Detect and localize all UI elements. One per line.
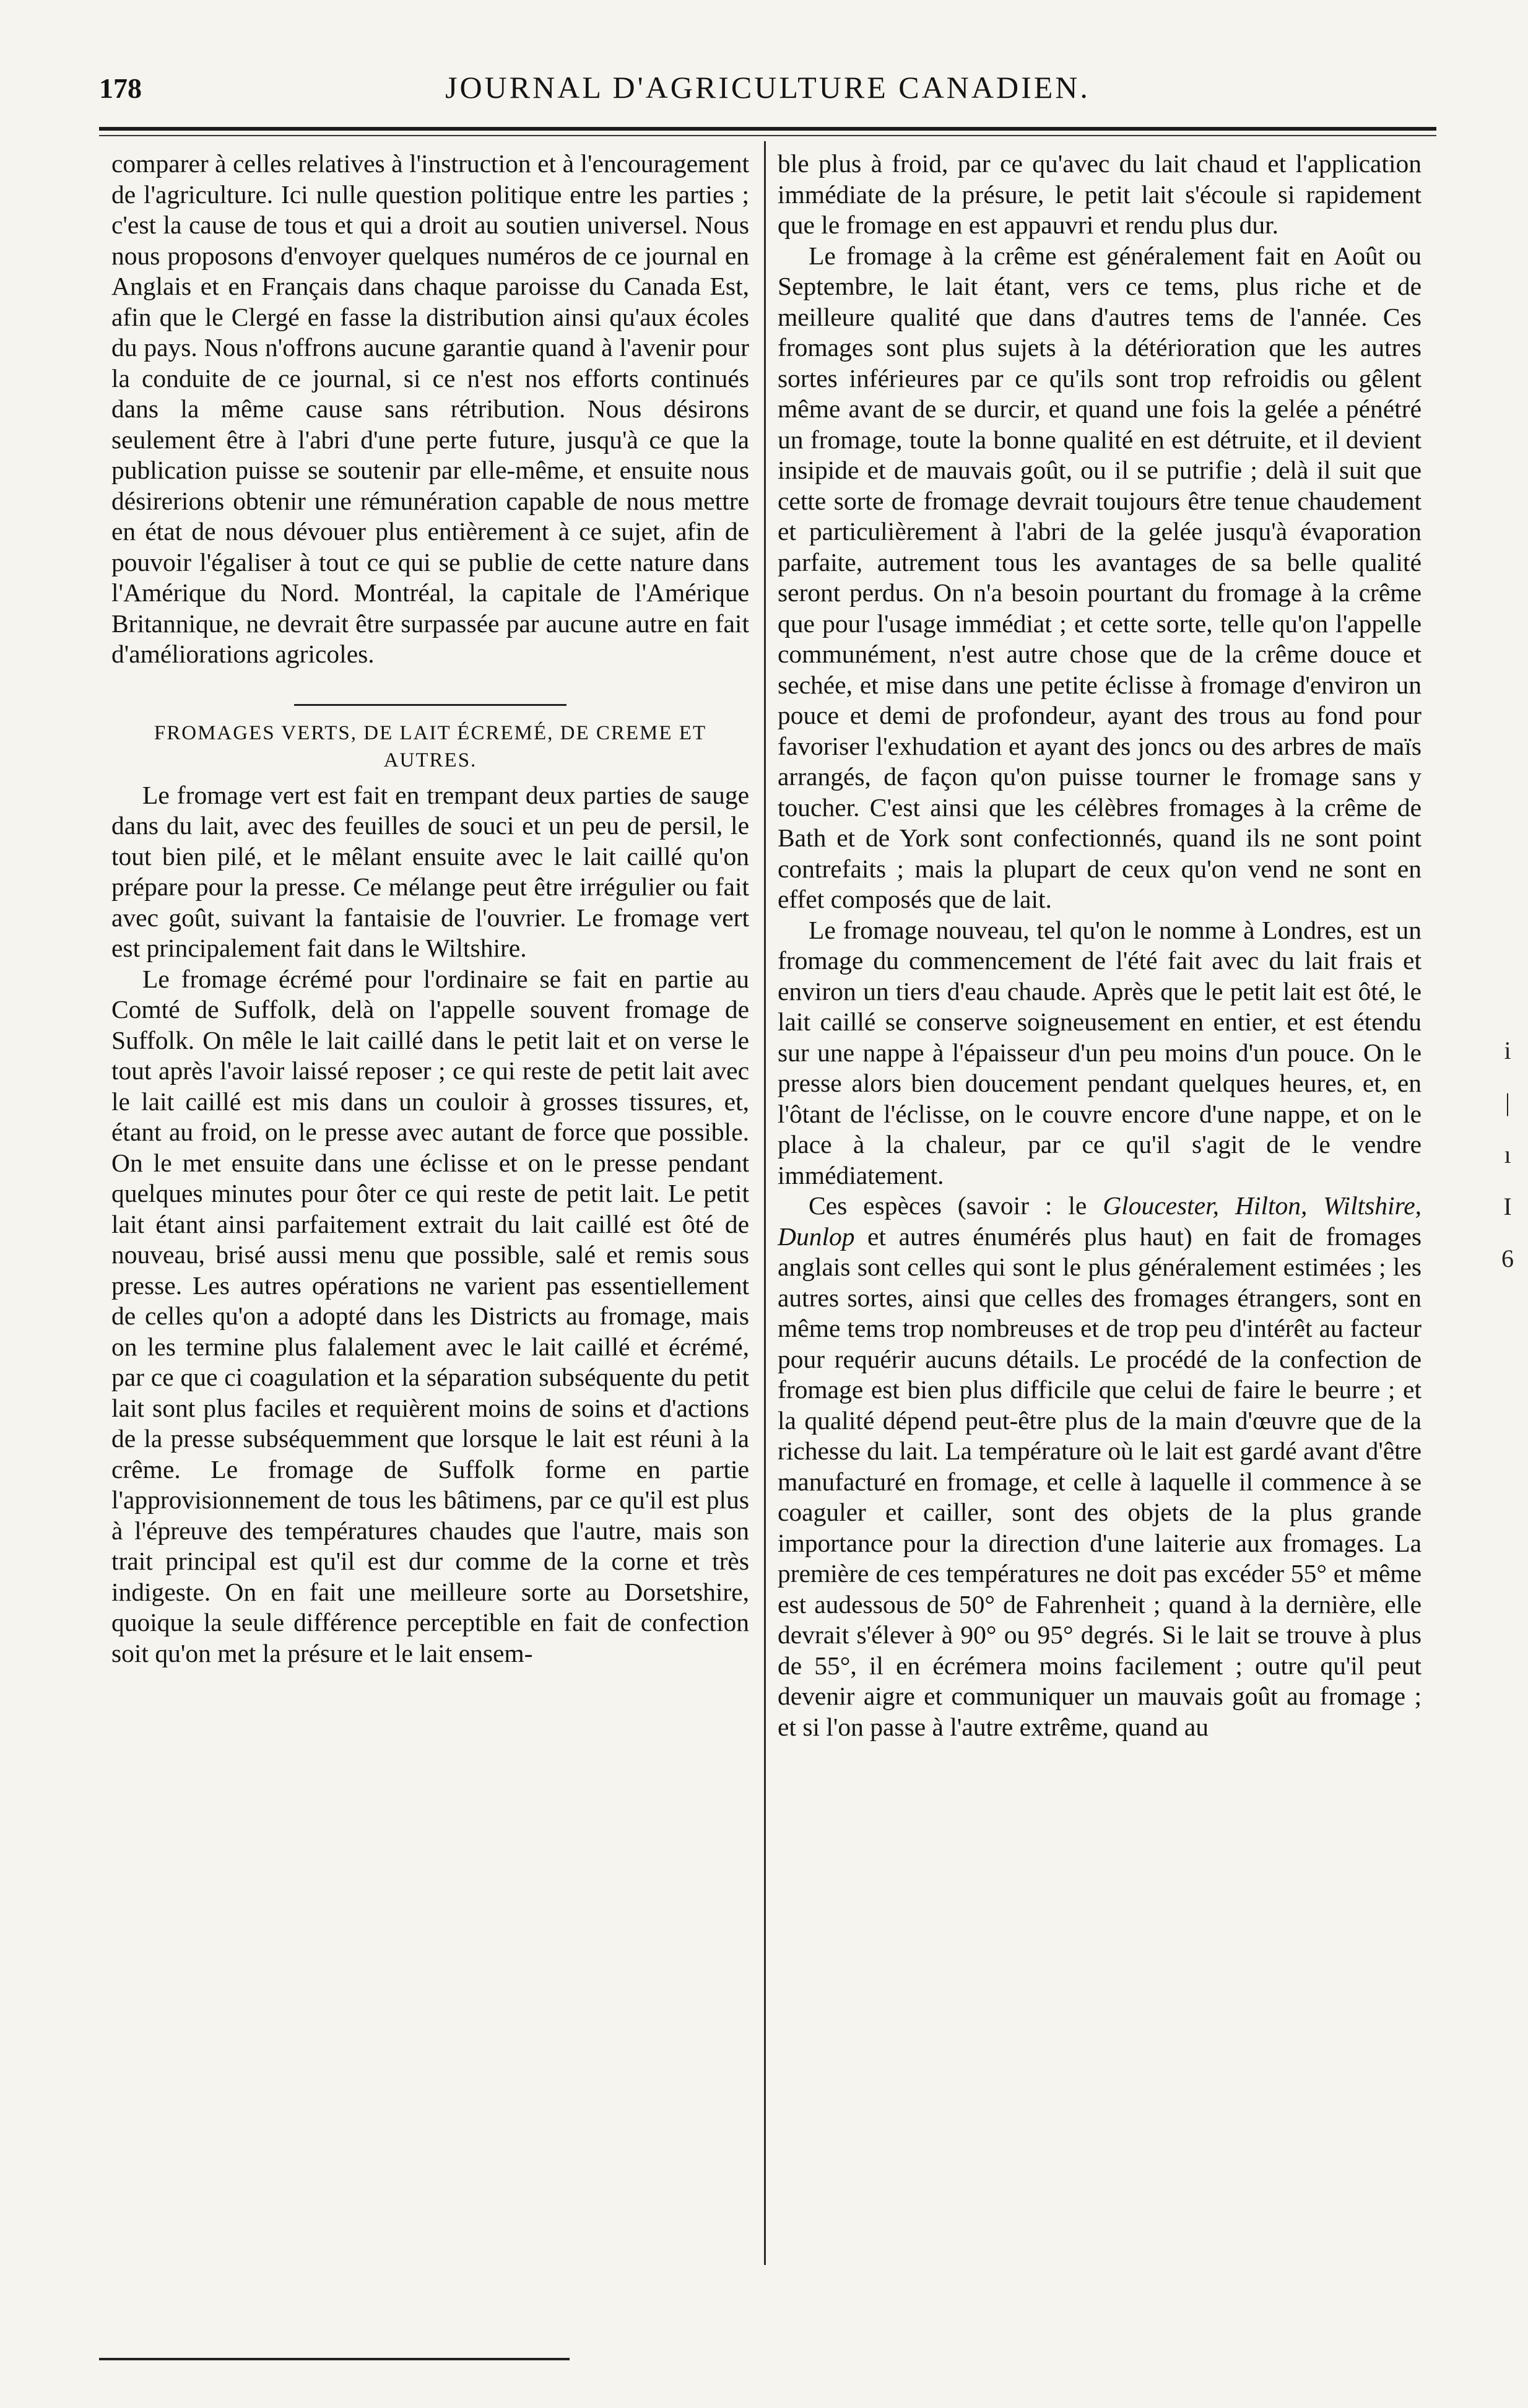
right-paragraph-2: Le fromage à la crême est généralement fait en Août ou Septembre, le lait étant, vers ce tems, plus riche et de meilleure qualité que dans d'autres tems de l'année. Ces fromages sont plus sujets à la détérioration que les autres sortes inférieures par ce qu'ils sont trop refroidis ou gêlent même avant de se durcir, et quand une fois la gelée a pénétré un fromage, toute la bonne qualité en est détruite, et il devient insipide et de mauvais goût, ou il se putrifie ; delà il suit que cette sorte de fromage devrait toujours être tenue chaudement et particulièrement à l'abri de la gelée jusqu'à évaporation parfaite, autrement tous les avantages de sa belle qualité seront perdus. On n'a besoin pourtant du fromage à la crême que pour l'usage immédiat ; et cette sorte, telle qu'on l'appelle communément, n'est autre chose que de la crême douce et sechée, et mise dans une petite éclisse à fromage d'environ un pouce et demi de profondeur, ayant des trous au fond pour favoriser l'exhudation et ayant des joncs ou des arbres de maïs arrangés, de façon qu'on puisse tourner le fromage sans y toucher. C'est ainsi que les célèbres fromages à la crême de Bath et de York sont confectionnés, quand ils ne sont point contrefaits ; mais la plupart de ceux qu'on vend ne sont en effet composés que de lait.: [778, 241, 1422, 913]
right-paragraph-1: ble plus à froid, par ce qu'avec du lait chaud et l'application immédiate de la présure, le petit lait s'écoule si rapidement que le fromage en est appauvri et rendu plus dur.: [778, 149, 1422, 239]
margin-mark: I: [1503, 1193, 1512, 1220]
header-rule-thin: [99, 135, 1436, 136]
footer-rule: [99, 2358, 570, 2360]
left-paragraph-1: comparer à celles relatives à l'instruction et à l'encouragement de l'agriculture. Ici nulle question politique entre les parties ; c'est la cause de tous et qui a droit au soutien universel. Nous nous proposons d'envoyer quelques numéros de ce journal en Anglais et en Français dans chaque paroisse du Canada Est, afin que le Clergé en fasse la distribution ainsi qu'aux écoles du pays. Nous n'offrons aucune garantie quand à l'avenir pour la conduite de ce journal, si ce n'est nos efforts continués dans la même cause sans rétribution. Nous désirons seulement être à l'abri d'une perte future, jusqu'à ce que la publication puisse se soutenir par elle-même, et ensuite nous désirerions obtenir une rémunération capable de nous mettre en état de nous dévouer plus entièrement à ce sujet, afin de pouvoir l'égaliser à tout ce qui se publie de cette nature dans l'Amérique du Nord. Montréal, la capitale de l'Amérique Britannique, ne devrait être surpassée par aucune autre en fait d'améliorations agricoles.: [111, 149, 749, 668]
left-paragraph-3: Le fromage écrémé pour l'ordinaire se fait en partie au Comté de Suffolk, delà on l'appelle souvent fromage de Suffolk. On mêle le lait caillé dans le petit lait et on verse le tout après l'avoir laissé reposer ; ce qui reste de petit lait avec le lait caillé est mis dans un couloir à grosses tissures, et, étant au froid, on le presse avec autant de force que possible. On le met ensuite dans une éclisse et on le presse pendant quelques minutes pour ôter ce qui reste de petit lait. Le petit lait étant ainsi parfaitement extrait du lait caillé est ôté de nouveau, brisé aussi menu que possible, salé et remis sous presse. Les autres opérations ne varient pas essentiellement de celles qu'on a adopté dans les Districts au fromage, mais on les termine plus falalement avec le lait caillé et écrémé, par ce que ci coagulation et la séparation subséquente du petit lait sont plus faciles et requièrent moins de soins et d'actions de la presse subséquemment que lorsque le lait est réuni à la crême. Le fromage de Suffolk forme en partie l'approvisionnement de tous les bâtimens, par ce qu'il est plus à l'épreuve des températures chaudes que l'autre, mais son trait principal est qu'il est dur comme de la corne et très indigeste. On en fait une meilleure sorte au Dorsetshire, quoique la seule différence perceptible en fait de confection soit qu'on met la présure et le lait ensem-: [111, 964, 749, 1667]
margin-mark: 6: [1501, 1245, 1514, 1272]
section-title: FROMAGES VERTS, DE LAIT ÉCREMÉ, DE CREME ET AUTRES.: [154, 721, 707, 772]
page-header: [99, 67, 1436, 116]
right-column: [778, 149, 1422, 1742]
margin-marks: [1498, 1025, 1517, 1285]
left-column: [111, 149, 749, 1669]
margin-mark: i: [1504, 1037, 1511, 1064]
cheese-names: Gloucester, Hilton, Wiltshire, Dunlop: [778, 1191, 1422, 1251]
para4-rest: et autres énumérés plus haut) en fait de fromages anglais sont celles qui sont le plus généralement estimées ; les autres sortes, ainsi que celles des fromages étrangers, sont en même tems trop nombreuses et de trop peu d'intérêt au facteur pour requérir aucuns détails. Le procédé de la confection de fromage est bien plus difficile que celui de faire le beurre ; et la qualité dépend peut-être plus de la main d'œuvre que de la richesse du lait. La température où le lait est gardé avant d'être manufacturé en fromage, et celle à laquelle il commence à se coaguler et cailler, sont des objets de la plus grande importance pour la direction d'une laiterie aux fromages. La première de ces températures ne doit pas excéder 55° et même est audessous de 50° de Fahrenheit ; quand à la dernière, elle devrait s'élever à 90° ou 95° degrés. Si le lait se trouve à plus de 55°, il en écrémera moins facilement ; outre qu'il peut devenir aigre et communiquer un mauvais goût au fromage ; et si l'on passe à l'autre extrême, quand au: [778, 1222, 1422, 1741]
margin-mark: ı: [1504, 1141, 1511, 1168]
running-title: JOURNAL D'AGRICULTURE CANADIEN.: [445, 70, 1090, 105]
para4-lead: Ces espèces (savoir : le: [809, 1191, 1103, 1220]
right-paragraph-4: [778, 1191, 1422, 1742]
margin-mark: |: [1504, 1089, 1510, 1116]
page-number: 178: [99, 72, 142, 104]
header-rule: [99, 127, 1436, 131]
right-paragraph-3: Le fromage nouveau, tel qu'on le nomme à Londres, est un fromage du commencement de l'été fait avec du lait frais et environ un tiers d'eau chaude. Après que le petit lait est ôté, le lait caillé se conserve soigneusement en entier, et est étendu sur une nappe à l'épaisseur d'un peu moins d'un pouce. On le presse alors bien doucement pendant quelques heures, et, en l'ôtant de l'éclisse, on le couvre encore d'une nappe, et on le place à la chaleur, par ce qu'il s'agit de le vendre immédiatement.: [778, 915, 1422, 1189]
section-separator: [294, 704, 566, 706]
column-divider: [764, 141, 766, 2265]
left-paragraph-2: Le fromage vert est fait en trempant deux parties de sauge dans du lait, avec des feuilles de souci et un peu de persil, le tout bien pilé, et le mêlant ensuite avec le lait caillé qu'on prépare pour la presse. Ce mélange peut être irrégulier ou fait avec goût, suivant la fantaisie de l'ouvrier. Le fromage vert est principalement fait dans le Wiltshire.: [111, 780, 749, 962]
